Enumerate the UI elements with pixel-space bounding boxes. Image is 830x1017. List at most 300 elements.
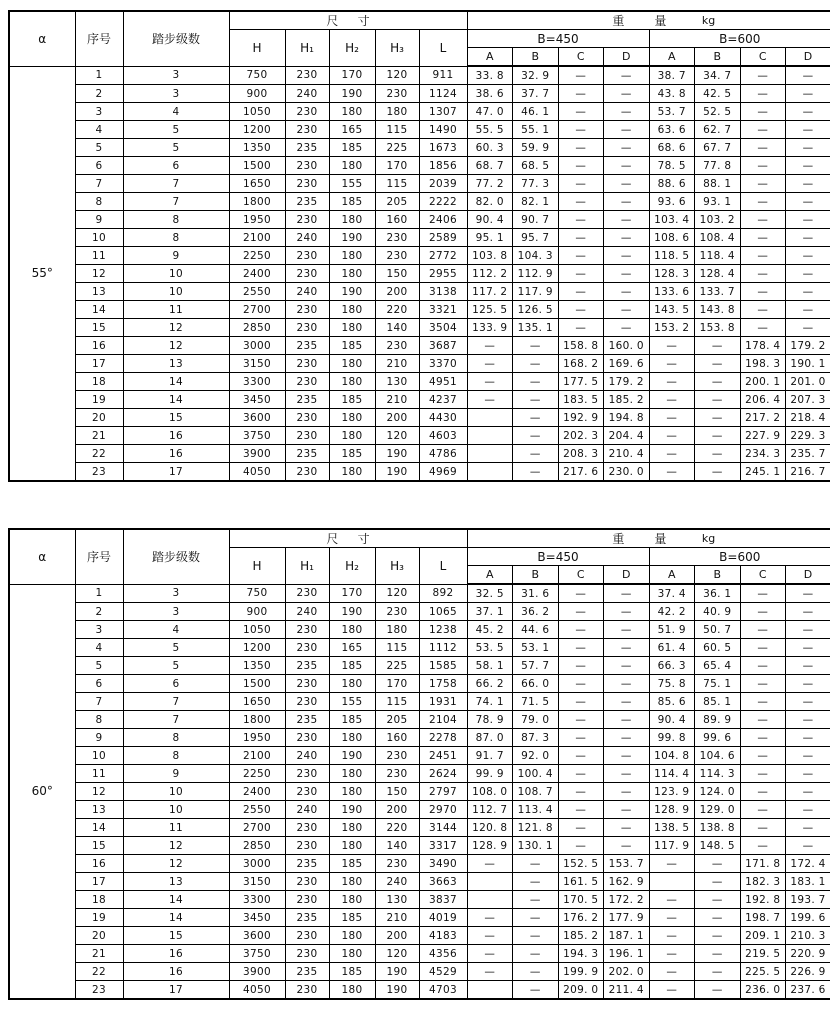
weight-600-C-cell: 225. 5 [740, 963, 786, 981]
serial-cell: 9 [75, 211, 123, 229]
weight-600-C-cell: 171. 8 [740, 855, 786, 873]
dim-H2-cell: 155 [329, 693, 375, 711]
dim-H2-cell: 180 [329, 427, 375, 445]
weight-600-A-cell: 85. 6 [649, 693, 695, 711]
dim-L-cell: 1856 [419, 157, 467, 175]
weight-600-B-cell: 103. 2 [695, 211, 741, 229]
dim-H1-cell: 230 [285, 891, 329, 909]
dim-L-cell: 2278 [419, 729, 467, 747]
dim-H-cell: 900 [229, 603, 285, 621]
steps-cell: 8 [123, 747, 229, 765]
table-row [9, 103, 830, 121]
dim-H2-cell: 180 [329, 463, 375, 482]
dim-H1-cell: 235 [285, 139, 329, 157]
table-row [9, 85, 830, 103]
dim-H3-cell: 150 [375, 265, 419, 283]
weight-600-D-cell: — [786, 283, 830, 301]
dim-H1-cell: 240 [285, 747, 329, 765]
weight-450-C-cell: 161. 5 [558, 873, 604, 891]
weight-450-B-cell: 37. 7 [513, 85, 559, 103]
weight-600-B-cell: 138. 8 [695, 819, 741, 837]
weight-450-D-cell: — [604, 729, 650, 747]
dim-H-cell: 750 [229, 66, 285, 85]
dim-H-cell: 2100 [229, 229, 285, 247]
weight-450-C-cell: — [558, 747, 604, 765]
weight-600-C-cell: — [740, 103, 786, 121]
dim-H-cell: 1200 [229, 121, 285, 139]
weight-450-D-cell: 194. 8 [604, 409, 650, 427]
serial-cell: 21 [75, 945, 123, 963]
serial-cell: 9 [75, 729, 123, 747]
weight-450-D-cell: — [604, 121, 650, 139]
table-row [9, 157, 830, 175]
dim-H3-cell: 210 [375, 909, 419, 927]
header-dim-H2: H₂ [329, 30, 375, 67]
dim-H2-cell: 185 [329, 193, 375, 211]
dim-H1-cell: 230 [285, 427, 329, 445]
weight-450-A-cell: — [467, 963, 513, 981]
dim-H1-cell: 240 [285, 229, 329, 247]
weight-450-B-cell: — [513, 409, 559, 427]
weight-450-D-cell: 187. 1 [604, 927, 650, 945]
weight-450-B-cell: — [513, 355, 559, 373]
weight-600-D-cell: — [786, 819, 830, 837]
dim-H-cell: 750 [229, 584, 285, 603]
dim-H1-cell: 235 [285, 337, 329, 355]
dim-H1-cell: 235 [285, 657, 329, 675]
weight-450-D-cell: — [604, 175, 650, 193]
dim-H3-cell: 200 [375, 409, 419, 427]
weight-450-A-cell: — [467, 373, 513, 391]
weight-600-A-cell: 117. 9 [649, 837, 695, 855]
serial-cell: 11 [75, 765, 123, 783]
weight-450-B-cell: 130. 1 [513, 837, 559, 855]
dim-L-cell: 3687 [419, 337, 467, 355]
weight-450-A-cell: 87. 0 [467, 729, 513, 747]
weight-600-B-cell: 77. 8 [695, 157, 741, 175]
header-alpha: α [9, 11, 75, 66]
weight-450-C-cell: — [558, 675, 604, 693]
header-col-A450: A [467, 48, 513, 67]
dim-H1-cell: 240 [285, 85, 329, 103]
serial-cell: 3 [75, 621, 123, 639]
header-dimensions: 尺寸 [229, 529, 467, 548]
weight-600-D-cell: — [786, 783, 830, 801]
dim-H-cell: 1800 [229, 711, 285, 729]
table-row [9, 693, 830, 711]
dim-H-cell: 3450 [229, 391, 285, 409]
dim-H-cell: 1500 [229, 157, 285, 175]
dim-L-cell: 2589 [419, 229, 467, 247]
table-row [9, 427, 830, 445]
steps-cell: 5 [123, 639, 229, 657]
dim-L-cell: 4786 [419, 445, 467, 463]
dim-H1-cell: 230 [285, 103, 329, 121]
dim-H-cell: 2700 [229, 819, 285, 837]
weight-600-B-cell: 62. 7 [695, 121, 741, 139]
dim-H-cell: 2850 [229, 837, 285, 855]
weight-600-A-cell: 128. 3 [649, 265, 695, 283]
weight-450-A-cell: 91. 7 [467, 747, 513, 765]
dim-L-cell: 3370 [419, 355, 467, 373]
weight-600-D-cell: — [786, 103, 830, 121]
dim-H1-cell: 230 [285, 157, 329, 175]
serial-cell: 10 [75, 747, 123, 765]
weight-600-D-cell: 193. 7 [786, 891, 830, 909]
dim-L-cell: 911 [419, 66, 467, 85]
weight-600-D-cell: 201. 0 [786, 373, 830, 391]
weight-450-C-cell: 177. 5 [558, 373, 604, 391]
weight-450-A-cell: 37. 1 [467, 603, 513, 621]
table-row [9, 981, 830, 1000]
weight-450-A-cell: 66. 2 [467, 675, 513, 693]
weight-600-B-cell: 50. 7 [695, 621, 741, 639]
dim-H1-cell: 230 [285, 675, 329, 693]
weight-450-C-cell: — [558, 319, 604, 337]
serial-cell: 21 [75, 427, 123, 445]
weight-450-B-cell: 79. 0 [513, 711, 559, 729]
dim-H1-cell: 230 [285, 373, 329, 391]
weight-450-C-cell: 176. 2 [558, 909, 604, 927]
weight-600-D-cell: 235. 7 [786, 445, 830, 463]
dim-H1-cell: 230 [285, 175, 329, 193]
steps-cell: 10 [123, 801, 229, 819]
dim-H1-cell: 230 [285, 621, 329, 639]
dim-H-cell: 3750 [229, 427, 285, 445]
weight-450-D-cell: — [604, 711, 650, 729]
weight-450-B-cell: — [513, 873, 559, 891]
weight-600-B-cell: 129. 0 [695, 801, 741, 819]
steps-cell: 4 [123, 621, 229, 639]
dim-H2-cell: 185 [329, 445, 375, 463]
dim-H1-cell: 230 [285, 729, 329, 747]
serial-cell: 17 [75, 873, 123, 891]
weight-600-A-cell: 99. 8 [649, 729, 695, 747]
weight-600-B-cell: — [695, 337, 741, 355]
weight-450-B-cell: 82. 1 [513, 193, 559, 211]
weight-600-D-cell: — [786, 139, 830, 157]
dim-H1-cell: 230 [285, 873, 329, 891]
weight-450-C-cell: — [558, 283, 604, 301]
dim-H-cell: 1950 [229, 211, 285, 229]
header-col-C600: C [740, 48, 786, 67]
weight-600-A-cell: — [649, 981, 695, 1000]
dim-L-cell: 4969 [419, 463, 467, 482]
weight-450-B-cell: 59. 9 [513, 139, 559, 157]
table-row [9, 603, 830, 621]
dim-H3-cell: 230 [375, 855, 419, 873]
dim-H2-cell: 180 [329, 891, 375, 909]
weight-600-C-cell: 209. 1 [740, 927, 786, 945]
header-col-D600: D [786, 566, 830, 585]
weight-600-A-cell: 118. 5 [649, 247, 695, 265]
weight-450-A-cell: 133. 9 [467, 319, 513, 337]
dim-H2-cell: 155 [329, 175, 375, 193]
dim-H2-cell: 180 [329, 103, 375, 121]
table-row [9, 319, 830, 337]
weight-600-C-cell: 219. 5 [740, 945, 786, 963]
weight-600-B-cell: 128. 4 [695, 265, 741, 283]
steps-cell: 12 [123, 855, 229, 873]
dim-H1-cell: 230 [285, 639, 329, 657]
weight-450-C-cell: — [558, 711, 604, 729]
weight-600-D-cell: — [786, 747, 830, 765]
weight-600-B-cell: 40. 9 [695, 603, 741, 621]
dim-L-cell: 3317 [419, 837, 467, 855]
weight-600-C-cell: — [740, 319, 786, 337]
weight-450-B-cell: — [513, 445, 559, 463]
weight-600-D-cell: — [786, 584, 830, 603]
steps-cell: 17 [123, 463, 229, 482]
dim-H1-cell: 235 [285, 909, 329, 927]
weight-600-A-cell: 138. 5 [649, 819, 695, 837]
weight-450-D-cell: — [604, 229, 650, 247]
header-weight: 重量 kg [467, 529, 830, 548]
weight-450-A-cell [467, 427, 513, 445]
weight-450-A-cell: 60. 3 [467, 139, 513, 157]
weight-450-B-cell: 53. 1 [513, 639, 559, 657]
weight-450-D-cell: — [604, 211, 650, 229]
header-col-A600: A [649, 566, 695, 585]
weight-450-C-cell: — [558, 301, 604, 319]
weight-450-D-cell: 204. 4 [604, 427, 650, 445]
dim-H3-cell: 180 [375, 621, 419, 639]
weight-450-B-cell: 71. 5 [513, 693, 559, 711]
steps-cell: 3 [123, 584, 229, 603]
weight-450-C-cell: 170. 5 [558, 891, 604, 909]
serial-cell: 6 [75, 675, 123, 693]
dim-H2-cell: 180 [329, 981, 375, 1000]
table-row [9, 229, 830, 247]
steps-cell: 10 [123, 283, 229, 301]
dim-H2-cell: 180 [329, 783, 375, 801]
dim-H-cell: 1050 [229, 621, 285, 639]
dim-L-cell: 1758 [419, 675, 467, 693]
dim-H3-cell: 140 [375, 837, 419, 855]
serial-cell: 8 [75, 193, 123, 211]
dim-H3-cell: 220 [375, 301, 419, 319]
weight-450-C-cell: — [558, 121, 604, 139]
dim-H3-cell: 200 [375, 927, 419, 945]
dim-H-cell: 4050 [229, 981, 285, 1000]
header-dimensions: 尺寸 [229, 11, 467, 30]
dim-L-cell: 3490 [419, 855, 467, 873]
dim-H1-cell: 240 [285, 603, 329, 621]
weight-600-A-cell: 68. 6 [649, 139, 695, 157]
dim-H-cell: 3300 [229, 373, 285, 391]
weight-600-D-cell: — [786, 801, 830, 819]
header-dim-H3: H₃ [375, 548, 419, 585]
dim-H2-cell: 180 [329, 301, 375, 319]
dim-H2-cell: 165 [329, 639, 375, 657]
table-row [9, 657, 830, 675]
dim-H2-cell: 180 [329, 355, 375, 373]
header-b450: B=450 [467, 30, 649, 48]
weight-450-A-cell: — [467, 337, 513, 355]
weight-600-C-cell: — [740, 121, 786, 139]
weight-450-C-cell: 152. 5 [558, 855, 604, 873]
dim-H2-cell: 190 [329, 801, 375, 819]
dim-H-cell: 2700 [229, 301, 285, 319]
weight-450-C-cell: 217. 6 [558, 463, 604, 482]
weight-450-D-cell: — [604, 765, 650, 783]
table-row [9, 927, 830, 945]
weight-450-D-cell: 185. 2 [604, 391, 650, 409]
weight-600-D-cell: 172. 4 [786, 855, 830, 873]
weight-450-B-cell: 32. 9 [513, 66, 559, 85]
dim-H3-cell: 160 [375, 729, 419, 747]
weight-450-B-cell: 55. 1 [513, 121, 559, 139]
dim-H2-cell: 180 [329, 265, 375, 283]
serial-cell: 7 [75, 175, 123, 193]
header-col-B600: B [695, 566, 741, 585]
dim-H3-cell: 230 [375, 747, 419, 765]
weight-600-D-cell: — [786, 621, 830, 639]
dim-H3-cell: 225 [375, 139, 419, 157]
weight-600-D-cell: — [786, 175, 830, 193]
table-gap [8, 482, 822, 528]
weight-450-A-cell: — [467, 927, 513, 945]
steps-cell: 14 [123, 909, 229, 927]
weight-450-B-cell: 57. 7 [513, 657, 559, 675]
dim-H3-cell: 200 [375, 801, 419, 819]
header-dim-H3: H₃ [375, 30, 419, 67]
header-dim-H1: H₁ [285, 548, 329, 585]
dim-H3-cell: 230 [375, 85, 419, 103]
serial-cell: 16 [75, 855, 123, 873]
weight-600-B-cell: — [695, 909, 741, 927]
weight-450-C-cell: — [558, 837, 604, 855]
dim-L-cell: 3663 [419, 873, 467, 891]
weight-450-A-cell: 117. 2 [467, 283, 513, 301]
weight-600-B-cell: 148. 5 [695, 837, 741, 855]
steps-cell: 7 [123, 175, 229, 193]
weight-600-A-cell: 75. 8 [649, 675, 695, 693]
weight-450-D-cell: — [604, 747, 650, 765]
weight-450-D-cell: 230. 0 [604, 463, 650, 482]
weight-600-A-cell: — [649, 963, 695, 981]
weight-600-D-cell: — [786, 211, 830, 229]
weight-600-C-cell: — [740, 693, 786, 711]
dim-H3-cell: 225 [375, 657, 419, 675]
weight-600-C-cell: — [740, 765, 786, 783]
weight-600-A-cell: — [649, 391, 695, 409]
dim-L-cell: 2955 [419, 265, 467, 283]
weight-600-D-cell: — [786, 639, 830, 657]
dim-H-cell: 900 [229, 85, 285, 103]
serial-cell: 22 [75, 963, 123, 981]
steps-cell: 13 [123, 355, 229, 373]
steps-cell: 11 [123, 819, 229, 837]
steps-cell: 14 [123, 891, 229, 909]
dim-H2-cell: 180 [329, 373, 375, 391]
weight-450-C-cell: 168. 2 [558, 355, 604, 373]
weight-600-A-cell: 88. 6 [649, 175, 695, 193]
weight-450-C-cell: — [558, 229, 604, 247]
weight-450-C-cell: — [558, 765, 604, 783]
serial-cell: 19 [75, 391, 123, 409]
alpha-value: 55° [9, 66, 75, 481]
dim-H3-cell: 170 [375, 157, 419, 175]
weight-450-B-cell: 100. 4 [513, 765, 559, 783]
weight-450-D-cell: — [604, 283, 650, 301]
weight-600-D-cell: — [786, 319, 830, 337]
steps-cell: 16 [123, 963, 229, 981]
weight-600-B-cell: 133. 7 [695, 283, 741, 301]
weight-450-B-cell: — [513, 963, 559, 981]
weight-450-C-cell: 185. 2 [558, 927, 604, 945]
steps-cell: 11 [123, 301, 229, 319]
weight-600-D-cell: 199. 6 [786, 909, 830, 927]
dim-L-cell: 1065 [419, 603, 467, 621]
dim-H1-cell: 230 [285, 819, 329, 837]
dim-L-cell: 2104 [419, 711, 467, 729]
dim-H2-cell: 180 [329, 927, 375, 945]
weight-600-D-cell: 226. 9 [786, 963, 830, 981]
dim-H-cell: 1800 [229, 193, 285, 211]
table-row [9, 265, 830, 283]
dim-H3-cell: 180 [375, 103, 419, 121]
weight-600-B-cell: — [695, 409, 741, 427]
weight-600-D-cell: 190. 1 [786, 355, 830, 373]
steps-cell: 9 [123, 765, 229, 783]
weight-450-D-cell: — [604, 319, 650, 337]
weight-600-A-cell: 42. 2 [649, 603, 695, 621]
dim-L-cell: 1585 [419, 657, 467, 675]
weight-450-B-cell: 126. 5 [513, 301, 559, 319]
header-col-D600: D [786, 48, 830, 67]
weight-600-C-cell: 206. 4 [740, 391, 786, 409]
weight-600-C-cell: — [740, 837, 786, 855]
weight-450-C-cell: — [558, 157, 604, 175]
dim-H-cell: 3300 [229, 891, 285, 909]
weight-450-B-cell: 117. 9 [513, 283, 559, 301]
weight-600-C-cell: 217. 2 [740, 409, 786, 427]
weight-450-D-cell: 162. 9 [604, 873, 650, 891]
weight-450-C-cell: — [558, 175, 604, 193]
weight-450-C-cell: — [558, 85, 604, 103]
dim-H1-cell: 230 [285, 693, 329, 711]
dim-H-cell: 2250 [229, 765, 285, 783]
weight-600-D-cell: — [786, 729, 830, 747]
weight-600-C-cell: 182. 3 [740, 873, 786, 891]
header-dim-H: H [229, 548, 285, 585]
dim-H-cell: 1350 [229, 657, 285, 675]
dim-H2-cell: 180 [329, 409, 375, 427]
weight-600-B-cell: 118. 4 [695, 247, 741, 265]
dim-H3-cell: 170 [375, 675, 419, 693]
weight-600-B-cell: — [695, 445, 741, 463]
table-row [9, 639, 830, 657]
alpha-value: 60° [9, 584, 75, 999]
weight-450-B-cell: 77. 3 [513, 175, 559, 193]
weight-450-B-cell: 112. 9 [513, 265, 559, 283]
dim-H1-cell: 230 [285, 211, 329, 229]
weight-600-D-cell: — [786, 229, 830, 247]
weight-600-A-cell: 63. 6 [649, 121, 695, 139]
dim-H3-cell: 230 [375, 229, 419, 247]
dim-H1-cell: 235 [285, 963, 329, 981]
dim-L-cell: 4703 [419, 981, 467, 1000]
dim-H-cell: 3450 [229, 909, 285, 927]
weight-600-A-cell: 123. 9 [649, 783, 695, 801]
dim-H-cell: 4050 [229, 463, 285, 482]
weight-450-B-cell: 36. 2 [513, 603, 559, 621]
weight-600-B-cell: 153. 8 [695, 319, 741, 337]
table-row [9, 283, 830, 301]
table-row [9, 247, 830, 265]
weight-600-C-cell: 227. 9 [740, 427, 786, 445]
